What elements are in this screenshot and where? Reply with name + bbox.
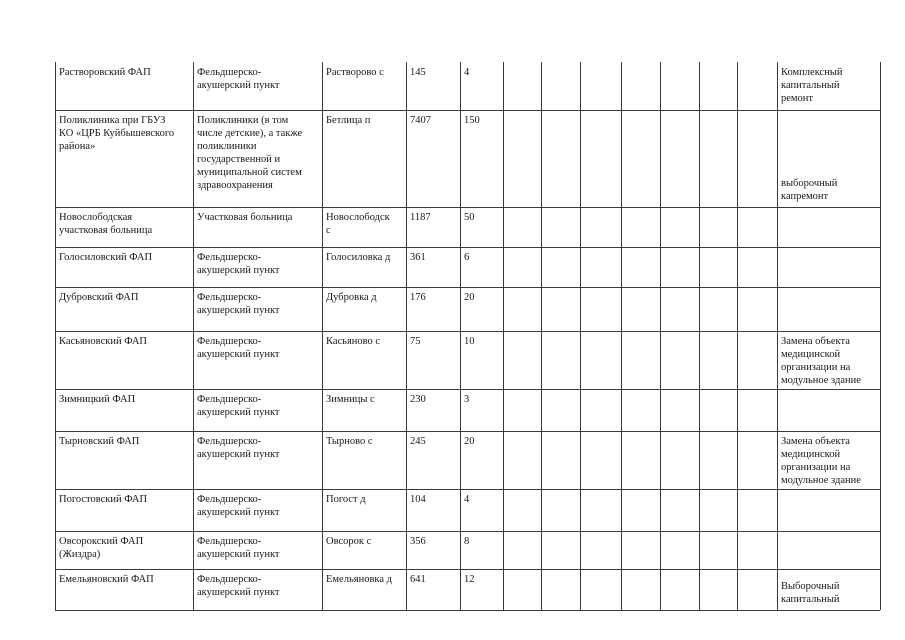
column-divider: [460, 62, 461, 610]
cell-note: Комплексный капитальный ремонт: [781, 67, 843, 104]
column-divider: [660, 62, 661, 610]
column-divider: [580, 62, 581, 610]
cell-name: Погостовский ФАП: [59, 494, 148, 505]
cell-value: 4: [464, 67, 470, 78]
cell-population: 7407: [410, 115, 431, 126]
column-divider: [55, 62, 56, 610]
cell-value: 12: [464, 574, 475, 585]
column-divider: [737, 62, 738, 610]
cell-locality: Дубровка д: [326, 292, 377, 303]
cell-locality: Погост д: [326, 494, 366, 505]
column-divider: [777, 62, 778, 610]
column-divider: [880, 62, 881, 610]
cell-name: Голосиловский ФАП: [59, 252, 153, 263]
row-divider: [55, 489, 880, 490]
cell-population: 176: [410, 292, 426, 303]
column-divider: [193, 62, 194, 610]
cell-name: Овсорокский ФАП (Жиздра): [59, 536, 144, 560]
row-divider: [55, 110, 880, 111]
row-divider: [55, 207, 880, 208]
cell-name: Растворовский ФАП: [59, 67, 151, 78]
cell-value: 10: [464, 336, 475, 347]
row-divider: [55, 569, 880, 570]
cell-value: 8: [464, 536, 470, 547]
cell-locality: Зимницы с: [326, 394, 375, 405]
row-divider: [55, 389, 880, 390]
cell-population: 104: [410, 494, 426, 505]
cell-value: 20: [464, 436, 475, 447]
cell-locality: Растворово с: [326, 67, 384, 78]
cell-type: Фельдшерско- акушерский пункт: [197, 536, 280, 560]
cell-locality: Голосиловка д: [326, 252, 391, 263]
row-divider: [55, 287, 880, 288]
cell-type: Поликлиники (в том числе детские), а также поликлиники государственной и муниципальной систем здравоохранения: [197, 115, 303, 191]
cell-name: Касьяновский ФАП: [59, 336, 147, 347]
cell-population: 145: [410, 67, 426, 78]
cell-locality: Овсорок с: [326, 536, 372, 547]
cell-value: 6: [464, 252, 470, 263]
cell-locality: Емельяновка д: [326, 574, 392, 585]
column-divider: [406, 62, 407, 610]
cell-population: 356: [410, 536, 426, 547]
row-divider: [55, 431, 880, 432]
cell-name: Зимницкий ФАП: [59, 394, 136, 405]
row-divider: [55, 247, 880, 248]
cell-locality: Касьяново с: [326, 336, 381, 347]
row-divider: [55, 331, 880, 332]
cell-population: 1187: [410, 212, 431, 223]
cell-population: 245: [410, 436, 426, 447]
cell-value: 150: [464, 115, 480, 126]
cell-locality: Тырново с: [326, 436, 373, 447]
cell-name: Емельяновский ФАП: [59, 574, 154, 585]
cell-name: Дубровский ФАП: [59, 292, 139, 303]
column-divider: [541, 62, 542, 610]
cell-type: Фельдшерско- акушерский пункт: [197, 574, 280, 598]
cell-value: 4: [464, 494, 470, 505]
cell-population: 361: [410, 252, 426, 263]
cell-note: Замена объекта медицинской организации на модульное здание: [781, 336, 861, 386]
cell-name: Новослободская участковая больница: [59, 212, 153, 236]
cell-type: Фельдшерско- акушерский пункт: [197, 67, 280, 91]
cell-type: Фельдшерско- акушерский пункт: [197, 494, 280, 518]
column-divider: [621, 62, 622, 610]
cell-name: Тырновский ФАП: [59, 436, 140, 447]
cell-type: Фельдшерско- акушерский пункт: [197, 336, 280, 360]
row-divider: [55, 531, 880, 532]
cell-population: 641: [410, 574, 426, 585]
cell-type: Фельдшерско- акушерский пункт: [197, 394, 280, 418]
cell-value: 3: [464, 394, 470, 405]
cell-value: 50: [464, 212, 475, 223]
cell-population: 75: [410, 336, 421, 347]
cell-type: Фельдшерско- акушерский пункт: [197, 436, 280, 460]
cell-note: выборочный капремонт: [781, 178, 838, 202]
cell-locality: Бетлица п: [326, 115, 371, 126]
cell-note: Выборочный капитальный: [781, 581, 840, 605]
cell-type: Фельдшерско- акушерский пункт: [197, 252, 280, 276]
cell-note: Замена объекта медицинской организации на модульное здание: [781, 436, 861, 486]
cell-value: 20: [464, 292, 475, 303]
column-divider: [503, 62, 504, 610]
cell-locality: Новослободск с: [326, 212, 390, 236]
cell-name: Поликлиника при ГБУЗ КО «ЦРБ Куйбышевского района»: [59, 115, 175, 152]
column-divider: [699, 62, 700, 610]
cell-type: Участковая больница: [197, 212, 293, 223]
cell-type: Фельдшерско- акушерский пункт: [197, 292, 280, 316]
column-divider: [322, 62, 323, 610]
cell-population: 230: [410, 394, 426, 405]
row-divider: [55, 610, 880, 611]
